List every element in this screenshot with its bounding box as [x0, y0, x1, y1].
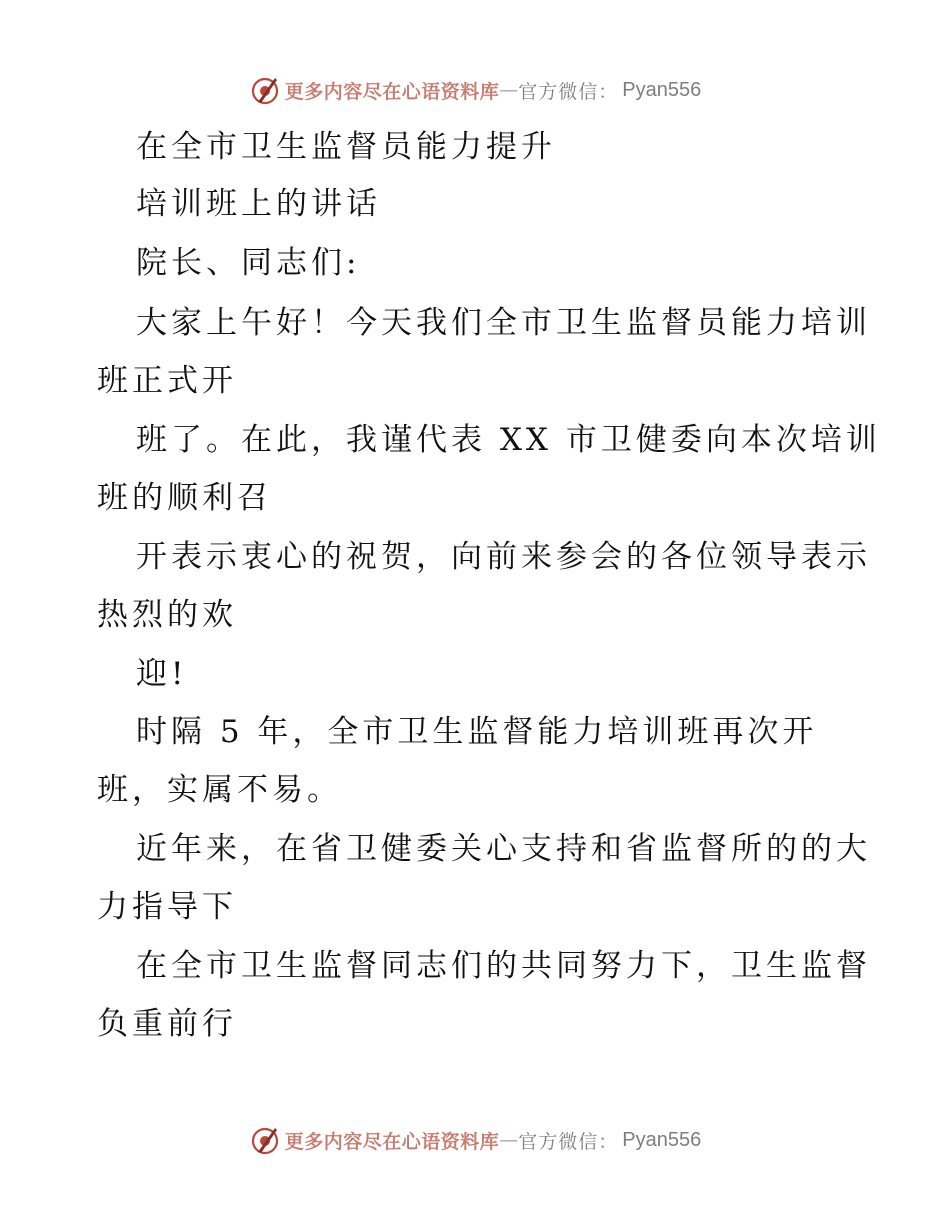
salutation: 院长、同志们: [136, 245, 361, 281]
paragraph-line: 班的顺利召 [97, 480, 272, 516]
header-watermark [0, 70, 950, 110]
watermark-content [249, 74, 702, 106]
paragraph-line: 负重前行 [97, 1006, 237, 1042]
paragraph-line: 大家上午好！今天我们全市卫生监督员能力培训 [136, 305, 871, 341]
paragraph-line: 班，实属不易。 [97, 772, 342, 808]
watermark-dash: — [499, 79, 519, 101]
title-line-1: 在全市卫生监督员能力提升 [136, 129, 556, 165]
paragraph-line: 时隔 5 年，全市卫生监督能力培训班再次开 [136, 714, 818, 750]
paragraph-line: 近年来，在省卫健委关心支持和省监督所的的大 [136, 831, 871, 867]
paragraph-line: 力指导下 [97, 889, 237, 925]
watermark-content [249, 1124, 702, 1156]
watermark-wechat-label: 官方微信： [518, 80, 619, 103]
title-line-2: 培训班上的讲话 [136, 186, 381, 222]
paragraph-line: 热烈的欢 [97, 597, 237, 633]
paragraph-line: 班正式开 [97, 363, 237, 399]
paragraph-line: 迎! [136, 656, 188, 692]
quill-circle-icon [249, 1124, 281, 1156]
watermark-brand: 更多内容尽在心语资料库 [284, 80, 500, 103]
paragraph-line: 班了。在此，我谨代表 XX 市卫健委向本次培训 [136, 422, 881, 458]
paragraph-line: 在全市卫生监督同志们的共同努力下，卫生监督 [136, 948, 871, 984]
paragraph-line: 开表示衷心的祝贺，向前来参会的各位领导表示 [136, 539, 871, 575]
watermark-dash: — [499, 1129, 519, 1151]
watermark-brand: 更多内容尽在心语资料库 [284, 1130, 500, 1153]
watermark-wechat-id: Pyan556 [622, 1128, 702, 1151]
watermark-wechat-id: Pyan556 [622, 78, 702, 101]
footer-watermark [0, 1120, 950, 1160]
watermark-wechat-label: 官方微信： [518, 1130, 619, 1153]
quill-circle-icon [249, 74, 281, 106]
